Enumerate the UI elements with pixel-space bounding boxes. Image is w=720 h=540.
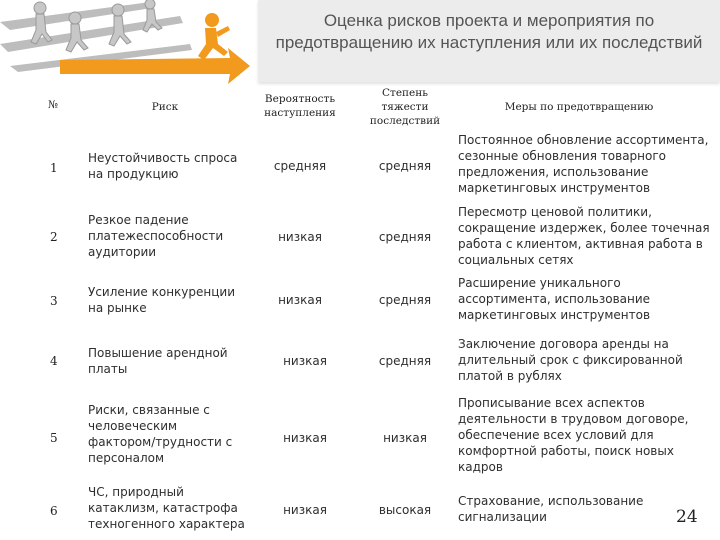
row-3-risk: Усиление конкуренции на рынке [88,285,235,315]
header-risk: Риск [151,101,179,113]
header-num: № [48,99,58,111]
page-title: Оценка рисков проекта и мероприятия по предотвращению их наступления или их последствий [275,11,703,52]
row-4-num: 4 [50,354,58,368]
row-5-probability: низкая [283,431,327,445]
row-2-probability: низкая [278,230,322,244]
row-3-measures: Расширение уникального ассортимента, использование маркетинговых инструментов [458,276,651,322]
row-6-probability: низкая [283,503,327,517]
row-5-risk: Риски, связанные с человеческим фактором/трудности с персоналом [88,403,233,465]
row-5-measures: Прописывание всех аспектов деятельности в трудовом договоре, обеспечение всех условий для комфортной работы, поиск новых кадров [458,396,689,474]
row-3-num: 3 [50,294,58,308]
row-2-measures: Пересмотр ценовой политики, сокращение издержек, более точечная работа с клиентом, активная работа в социальных сетях [458,205,710,267]
row-4-measures: Заключение договора аренды на длительный срок с фиксированной платой в рублях [458,337,683,383]
row-1-severity: средняя [378,159,432,173]
row-6-num: 6 [50,504,58,518]
row-5-severity: низкая [383,431,427,445]
row-4-probability: низкая [283,354,327,368]
row-3-severity: средняя [378,293,432,307]
row-1-risk: Неустойчивость спроса на продукцию [88,151,238,181]
row-6-risk: ЧС, природный катаклизм, катастрофа техногенного характера [88,485,245,531]
row-3-probability: низкая [278,293,322,307]
header-severity: Степень тяжести последствий [369,87,441,127]
row-2-num: 2 [50,230,58,244]
row-4-severity: средняя [378,354,432,368]
row-1-measures: Постоянное обновление ассортимента, сезонные обновления товарного предложения, использование маркетинговых инструментов [458,133,709,195]
header-measures: Меры по предотвращению [504,101,654,113]
row-1-num: 1 [50,161,58,175]
row-2-risk: Резкое падение платежеспособности аудитории [88,213,224,259]
row-1-probability: средняя [273,159,327,173]
row-6-severity: высокая [378,503,432,517]
runners-arrows-illustration [0,0,260,90]
header-probability: Вероятность наступления [264,93,336,119]
row-2-severity: средняя [378,230,432,244]
row-4-risk: Повышение арендной платы [88,346,228,376]
row-5-num: 5 [50,431,58,445]
row-6-measures: Страхование, использование сигнализации [458,494,644,524]
page-number: 24 [676,507,698,527]
